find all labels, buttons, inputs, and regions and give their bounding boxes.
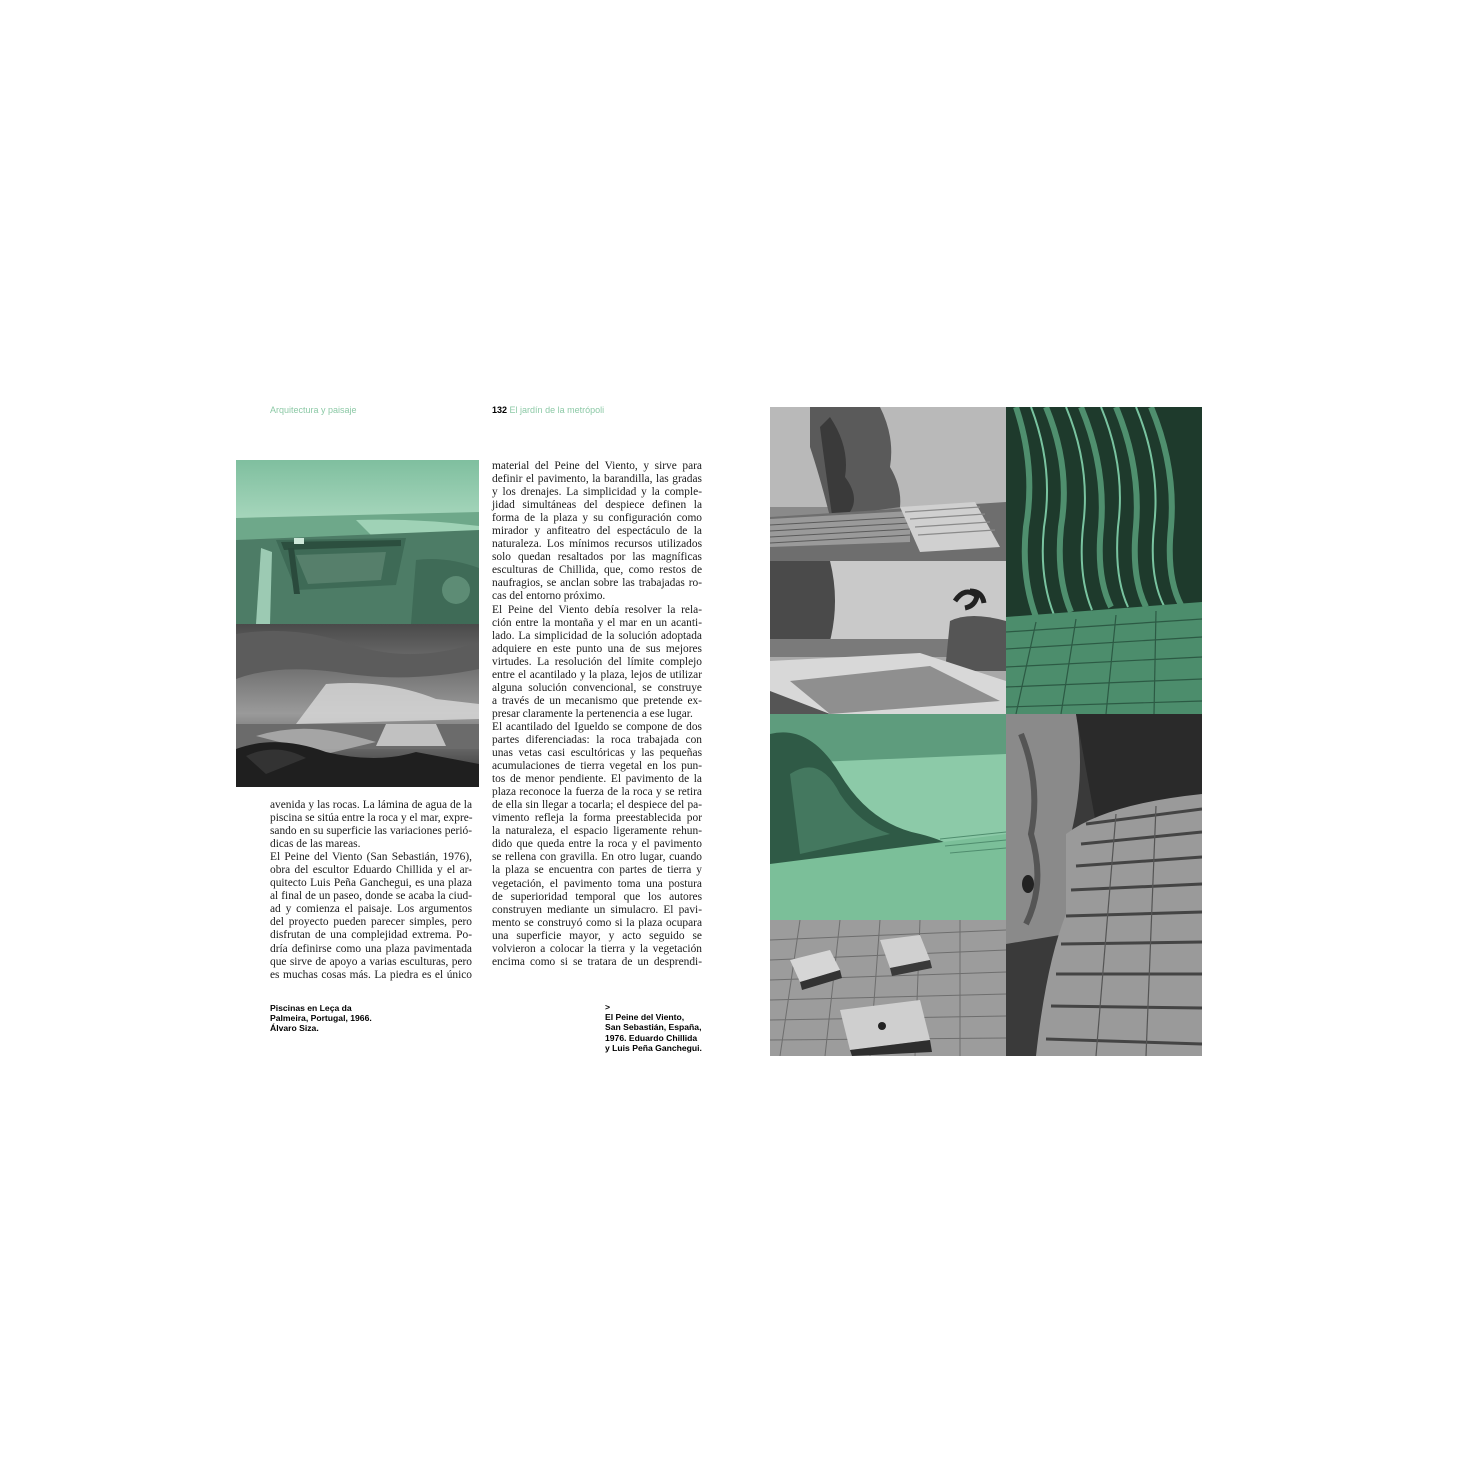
text-line: encima como si se tratara de un desprendi- xyxy=(492,955,702,968)
text-line: El acantilado del Igueldo se compone de dos xyxy=(492,720,702,733)
text-line: El Peine del Viento (San Sebastián, 1976), xyxy=(270,851,472,864)
text-column-right xyxy=(492,460,702,969)
text-line: construyen mediante un simulacro. El pavi- xyxy=(492,903,702,916)
text-line: la naturaleza, el espacio ligeramente rehun- xyxy=(492,825,702,838)
text-line: quitecto Luis Peña Ganchegui, es una plaza xyxy=(270,877,472,890)
text-line: solo quedan resaltados por las magníficas xyxy=(492,551,702,564)
text-line: dicas de las mareas. xyxy=(270,838,361,851)
text-line: naturaleza. Los mínimos recursos utilizados xyxy=(492,538,702,551)
caption-line: San Sebastián, España, xyxy=(605,1022,702,1033)
text-line: alguna solución convencional, se construye xyxy=(492,681,702,694)
text-line: piscina se sitúa entre la roca y el mar, expre- xyxy=(270,812,473,825)
text-line: ción entre la montaña y el mar en un acanti- xyxy=(492,616,702,629)
text-line: sando en su superficie las variaciones perió- xyxy=(270,825,472,838)
text-line: que sirve de apoyo a varias esculturas, pero xyxy=(270,955,472,968)
text-line: partes diferenciadas: la roca trabajada con xyxy=(492,733,702,746)
text-line: del proyecto pueden parecer simples, pero xyxy=(270,916,472,929)
running-head-right xyxy=(492,405,604,415)
text-line: disfrutan de una complejidad extrema. Po- xyxy=(270,929,472,942)
text-line: virtudes. La resolución del límite complejo xyxy=(492,655,702,668)
text-line: dido que queda entre la roca y el pavimento xyxy=(492,838,702,851)
chapter-title: El jardín de la metrópoli xyxy=(509,405,605,415)
text-line: tos de menor pendiente. El pavimento de la xyxy=(492,773,702,786)
photo-paving-sculpture xyxy=(770,920,1006,1056)
text-line: de superioridad temporal que los autores xyxy=(492,890,702,903)
text-line: avenida y las rocas. La lámina de agua de la xyxy=(270,799,472,811)
text-line: forma de la plaza y su configuración como xyxy=(492,512,702,525)
text-line: El Peine del Viento debía resolver la rela- xyxy=(492,603,702,616)
text-line: entre el acantilado y la plaza, lejos de utilizar xyxy=(492,668,702,681)
text-line: de ella sin llegar a tocarla; el despiece del pa- xyxy=(492,799,702,812)
text-line: vegetación, el pavimento toma una postura xyxy=(492,877,702,890)
text-line: unas vetas casi escultóricas y las pequeñas xyxy=(492,747,702,760)
caption-line: El Peine del Viento, xyxy=(605,1012,685,1023)
text-line: ad y comienza el paisaje. Los argumentos xyxy=(270,903,472,916)
caption-line: Piscinas en Leça da xyxy=(270,1003,352,1013)
section-title: Arquitectura y paisaje xyxy=(270,405,357,415)
text-line: y los drenajes. La simplicidad y la comple- xyxy=(492,486,702,499)
running-head-left xyxy=(270,405,357,415)
page-number: 132 xyxy=(492,405,508,415)
text-line: dría definirse como una plaza pavimentada xyxy=(270,942,472,955)
photo-comb-sculpture xyxy=(770,561,1006,714)
text-line: es muchas cosas más. La piedra es el único xyxy=(270,968,472,981)
text-line: al final de un paseo, donde se acaba la ciud- xyxy=(270,890,472,903)
text-line: plaza reconoce la fuerza de la roca y se retira xyxy=(492,786,702,799)
text-line: naufragios, se anclan sobre las trabajadas ro- xyxy=(492,577,702,590)
text-line: esculturas de Chillida, que, como restos de xyxy=(492,564,702,577)
photo-cliff-steps xyxy=(770,407,1006,561)
text-line: se rellena con gravilla. En otro lugar, cuando xyxy=(492,851,702,864)
photo-rock-strata-green xyxy=(1006,407,1202,714)
text-line: acumulaciones de tierra vegetal en los pun- xyxy=(492,760,702,773)
text-line: mento se construyó como si la plaza ocupara xyxy=(492,916,702,929)
caption-left xyxy=(270,1003,372,1034)
text-line: una superficie mayor, y acto seguido se xyxy=(492,929,702,942)
text-line: presar claramente la pertenencia a ese lugar. xyxy=(492,707,693,720)
text-line: jidad simultáneas del despiece definen la xyxy=(492,499,702,512)
caption-line: y Luis Peña Ganchegui. xyxy=(605,1042,702,1053)
text-line: la plaza se encuentra con partes de tierra y xyxy=(492,864,702,877)
text-line: a través de un mecanismo que pretende ex- xyxy=(492,694,702,707)
photo-sea-sunset xyxy=(236,624,479,787)
text-line: material del Peine del Viento, y sirve para xyxy=(492,460,702,472)
text-line: cas del entorno próximo. xyxy=(492,590,606,603)
caption-line: Palmeira, Portugal, 1966. xyxy=(270,1013,372,1024)
photo-paving-closeup xyxy=(1006,714,1202,1056)
text-line: volvieron a colocar la tierra y la vegetación xyxy=(492,942,702,955)
text-line: adquiere en este punto una de sus mejores xyxy=(492,642,702,655)
photo-vegetation-green xyxy=(770,714,1006,920)
text-line: obra del escultor Eduardo Chillida y el ar- xyxy=(270,864,472,877)
text-line: definir el pavimento, la barandilla, las gradas xyxy=(492,473,702,486)
caption-line: Álvaro Siza. xyxy=(270,1023,319,1034)
text-line: lado. La simplicidad de la solución adoptada xyxy=(492,629,702,642)
text-line: vimento refleja la forma preestablecida por xyxy=(492,812,702,825)
text-column-left xyxy=(270,799,472,982)
caption-right xyxy=(605,1002,702,1053)
text-line: mirador y anfiteatro del espectáculo de la xyxy=(492,525,702,538)
photo-pool-aerial xyxy=(236,460,479,624)
caption-line: 1976. Eduardo Chillida xyxy=(605,1032,698,1043)
caption-arrow: > xyxy=(605,1002,611,1012)
